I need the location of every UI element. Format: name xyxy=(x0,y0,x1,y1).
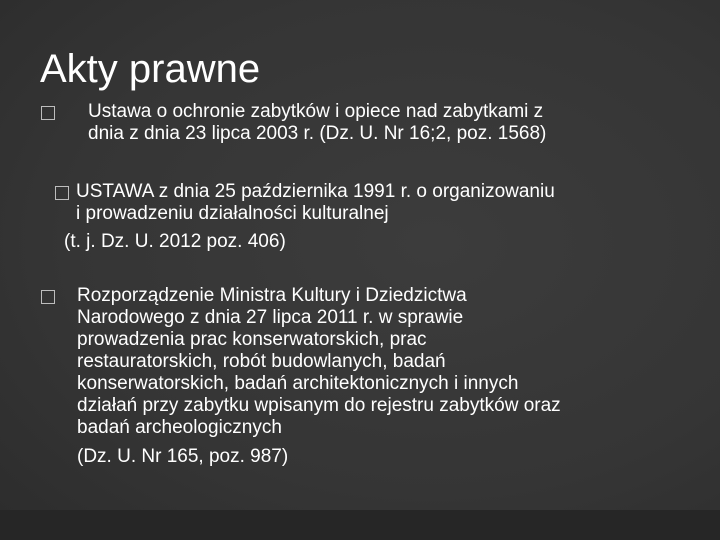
bullet-box-icon xyxy=(41,290,55,304)
bullet-box-icon xyxy=(41,106,55,120)
bullet-text-3: Rozporządzenie Ministra Kultury i Dziedzictwa Narodowego z dnia 27 lipca 2011 r. w sprawie prowadzenia prac konserwatorskich, prac restauratorskich, robót budowlanych, badań konserwatorskich, badań architektonicznych i innych działań przy zabytku wpisanym do rejestru zabytków oraz badań archeologicznych xyxy=(77,285,561,438)
slide-bottom-band xyxy=(0,510,720,540)
bullet-item-2 xyxy=(76,181,706,225)
bullet-item-3 xyxy=(77,285,707,439)
bullet-text-2: USTAWA z dnia 25 października 1991 r. o organizowaniu i prowadzeniu działalności kulturalnej xyxy=(76,181,555,224)
bullet-box-icon xyxy=(55,186,69,200)
bullet-text-1: Ustawa o ochronie zabytków i opiece nad zabytkami z dnia z dnia 23 lipca 2003 r. (Dz. U. Nr 16;2, poz. 1568) xyxy=(88,101,547,144)
bullet-reference-3: (Dz. U. Nr 165, poz. 987) xyxy=(77,446,289,467)
slide-title: Akty prawne xyxy=(40,47,261,91)
bullet-item-1 xyxy=(88,101,688,145)
bullet-reference-2: (t. j. Dz. U. 2012 poz. 406) xyxy=(64,231,286,252)
